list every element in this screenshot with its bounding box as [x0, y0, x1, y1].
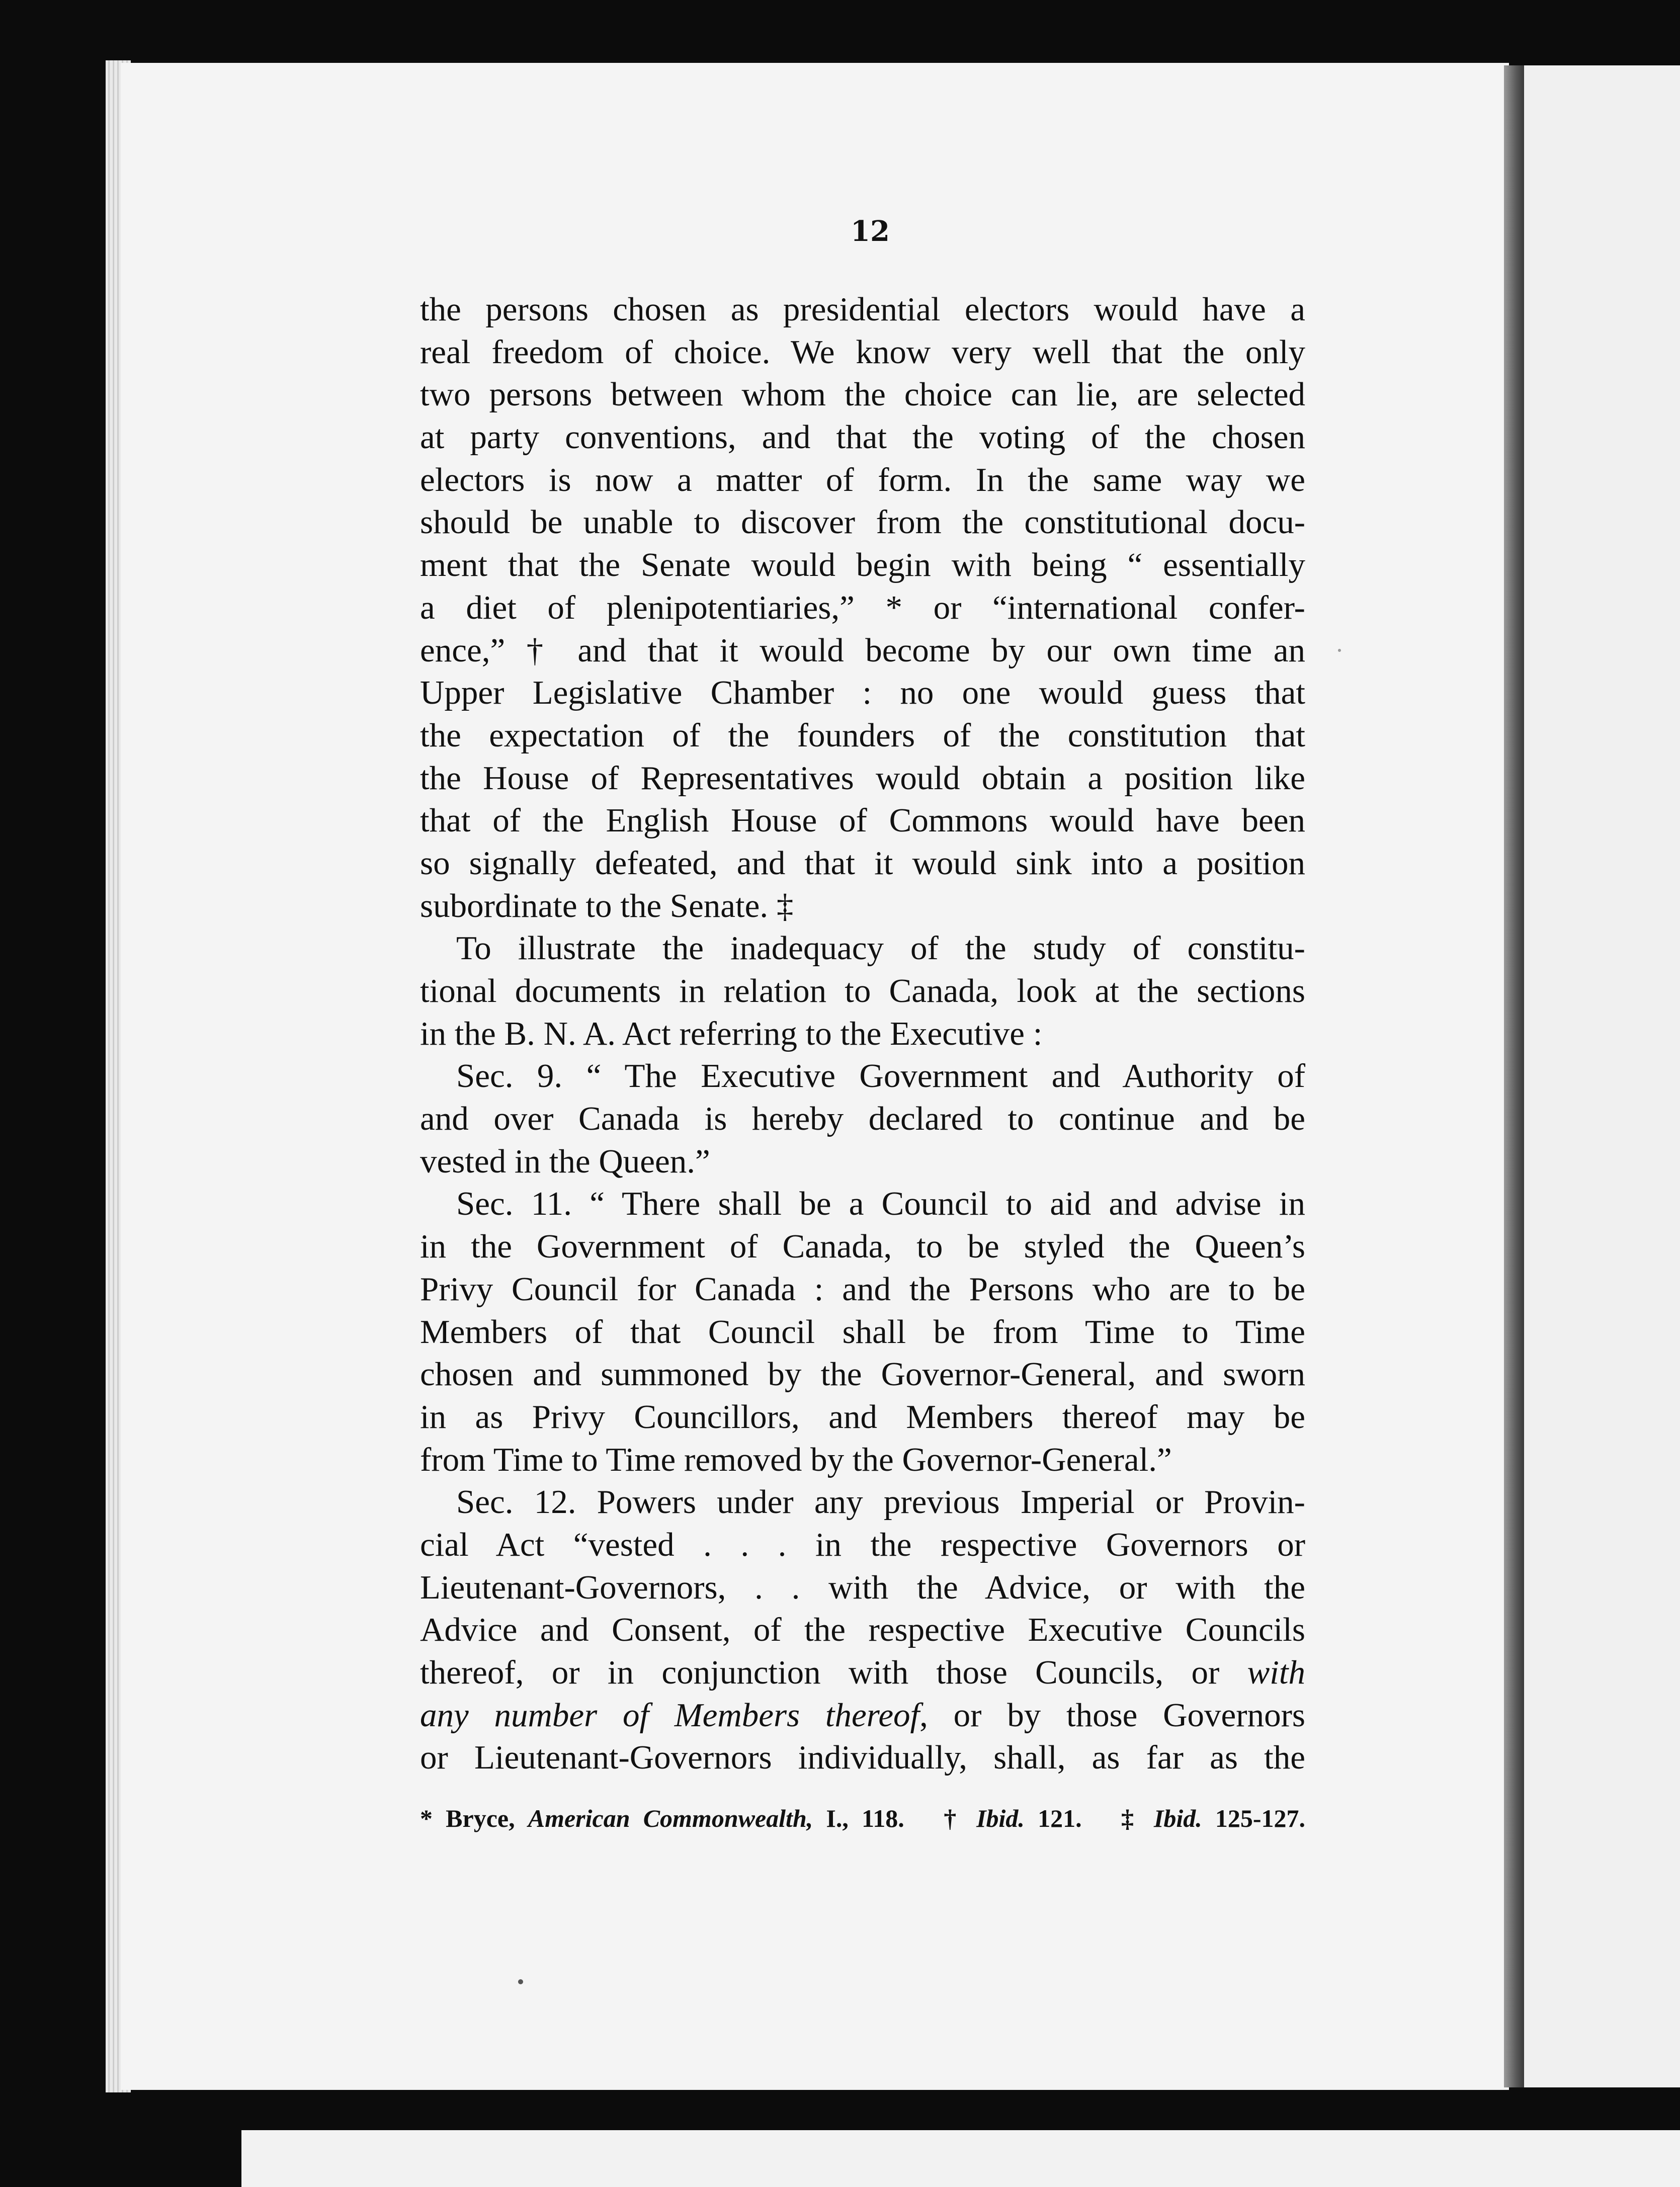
text-line: and over Canada is hereby declared to continue and be	[420, 1100, 1305, 1138]
text-line: thereof, or in conjunction with those Councils, or with	[420, 1654, 1305, 1691]
speck	[1338, 649, 1341, 652]
text-line: vested in the Queen.”	[420, 1142, 710, 1180]
text-line: Members of that Council shall be from Time to Time	[420, 1313, 1305, 1351]
speck	[518, 1979, 523, 1984]
next-page	[1524, 65, 1680, 2087]
text-line: Advice and Consent, of the respective Executive Councils	[420, 1611, 1305, 1649]
footnote	[420, 1801, 1305, 1836]
footnote-ref3-mark: ‡	[1121, 1804, 1154, 1832]
text-line: Sec. 9. “ The Executive Government and Authority of	[456, 1057, 1305, 1095]
text-line: ment that the Senate would begin with being “ essentially	[420, 546, 1305, 584]
text-line: To illustrate the inadequacy of the study of constitu-	[456, 930, 1305, 967]
footnote-prefix: * Bryce,	[420, 1804, 528, 1832]
text-line: the House of Representatives would obtain a position like	[420, 759, 1305, 797]
page-number: 12	[851, 215, 890, 248]
body-text	[420, 288, 1305, 1779]
text-line: in the Government of Canada, to be styled the Queen’s	[420, 1228, 1305, 1266]
text-line: at party conventions, and that the voting of the chosen	[420, 418, 1305, 456]
text-line: tional documents in relation to Canada, look at the sections	[420, 972, 1305, 1010]
text-line: any number of Members thereof, or by those Governors	[420, 1696, 1305, 1734]
text-line: Sec. 12. Powers under any previous Imperial or Provin-	[456, 1483, 1305, 1521]
text-line: the persons chosen as presidential electors would have a	[420, 291, 1305, 328]
text-line: Privy Council for Canada : and the Persons who are to be	[420, 1270, 1305, 1308]
text-line: ence,” † and that it would become by our own time an	[420, 631, 1305, 669]
text-line: so signally defeated, and that it would sink into a position	[420, 844, 1305, 882]
text-line: that of the English House of Commons would have been	[420, 802, 1305, 839]
footnote-ref1: I., 118.	[813, 1804, 904, 1832]
page-gutter	[1504, 65, 1524, 2087]
text-line: chosen and summoned by the Governor-General, and sworn	[420, 1356, 1305, 1393]
text-line: should be unable to discover from the constitutional docu-	[420, 503, 1305, 541]
text-line: a diet of plenipotentiaries,” * or “international confer-	[420, 588, 1305, 626]
footnote-ref2: 121.	[1024, 1804, 1082, 1832]
text-line: or Lieutenant-Governors individually, shall, as far as the	[420, 1739, 1305, 1777]
text-line: in the B. N. A. Act referring to the Executive :	[420, 1015, 1043, 1052]
text-line: electors is now a matter of form. In the same way we	[420, 461, 1305, 498]
footnote-ref2-mark: †	[944, 1804, 977, 1832]
text-line: two persons between whom the choice can lie, are selected	[420, 376, 1305, 413]
text-line: from Time to Time removed by the Governor-General.”	[420, 1441, 1172, 1478]
text-line: cial Act “vested . . . in the respective Governors or	[420, 1526, 1305, 1563]
bottom-page	[241, 2130, 1680, 2187]
text-line: in as Privy Councillors, and Members thereof may be	[420, 1398, 1305, 1436]
footnote-ref3-work: Ibid.	[1153, 1804, 1202, 1832]
text-line: real freedom of choice. We know very well that the only	[420, 333, 1305, 371]
text-line: subordinate to the Senate. ‡	[420, 887, 794, 924]
footnote-work: American Commonwealth,	[528, 1804, 813, 1832]
text-line: Lieutenant-Governors, . . with the Advice, or with the	[420, 1568, 1305, 1606]
footnote-ref2-work: Ibid.	[976, 1804, 1025, 1832]
text-line: the expectation of the founders of the constitution that	[420, 716, 1305, 754]
text-line: Sec. 11. “ There shall be a Council to aid and advise in	[456, 1185, 1305, 1223]
text-line: Upper Legislative Chamber : no one would guess that	[420, 674, 1305, 712]
footnote-ref3: 125-127.	[1202, 1804, 1306, 1832]
